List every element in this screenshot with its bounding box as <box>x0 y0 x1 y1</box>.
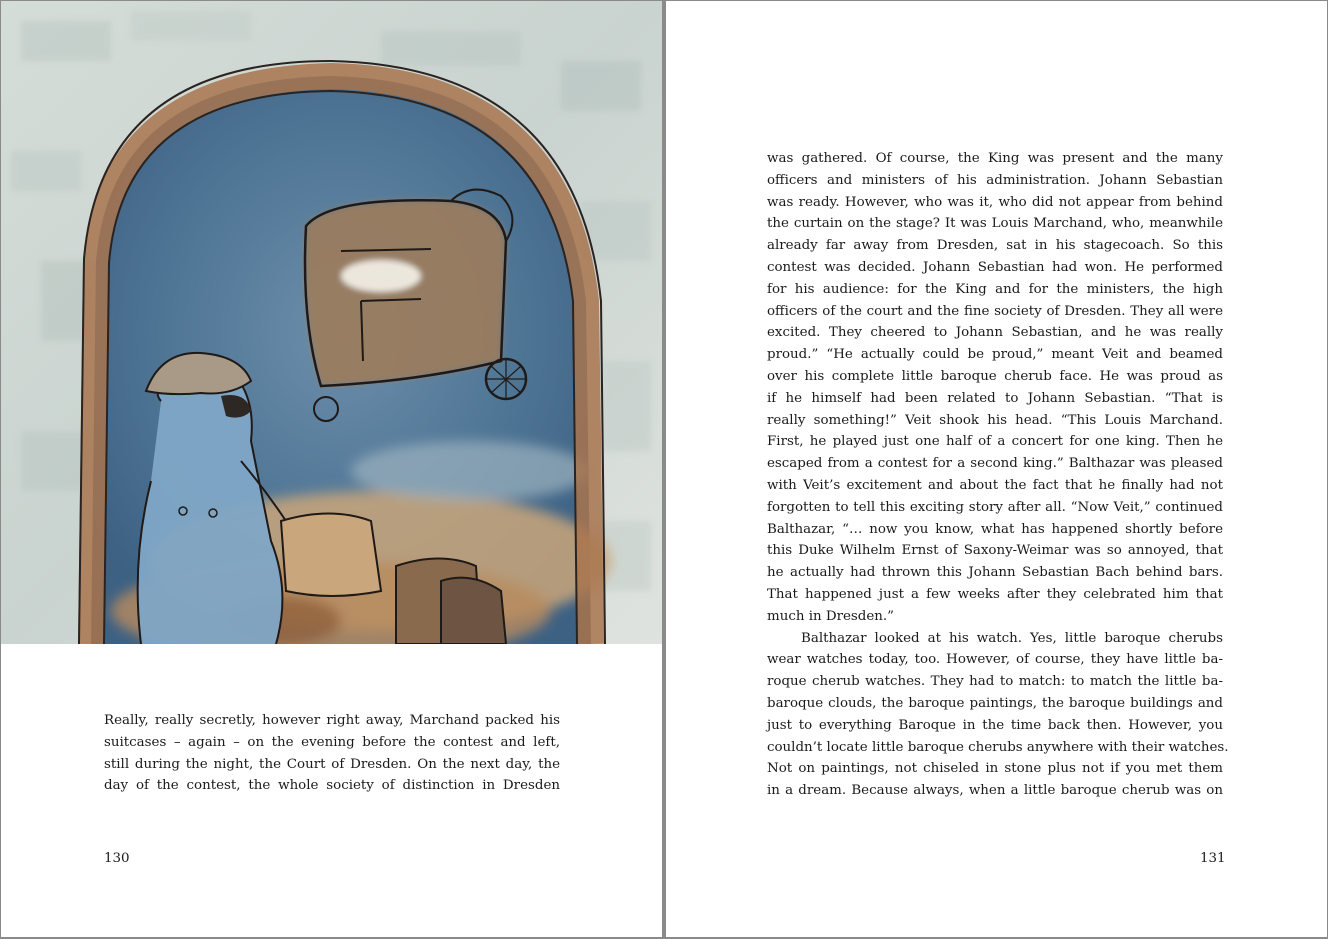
text-line: escaped from a contest for a second king.” Balthazar was pleased <box>767 456 1223 472</box>
text-line: That happened just a few weeks after they celebrated him that <box>767 586 1223 602</box>
body-text <box>104 710 560 797</box>
left-page <box>1 1 662 937</box>
page-number: 131 <box>1200 851 1226 866</box>
text-line: Balthazar, “… now you know, what has happened shortly before <box>767 521 1223 537</box>
text-line: he actually had thrown this Johann Sebastian Bach behind bars. <box>767 565 1223 581</box>
illustration-art <box>1 1 662 644</box>
text-line: suitcases – again – on the evening before the contest and left, <box>104 734 560 750</box>
text-line: forgotten to tell this exciting story after all. “Now Veit,” continued <box>767 499 1223 515</box>
text-line: First, he played just one half of a concert for one king. Then he <box>767 434 1223 450</box>
text-line: contest was decided. Johann Sebastian had won. He performed <box>767 259 1223 275</box>
text-line: Balthazar looked at his watch. Yes, little baroque cherubs <box>801 630 1223 646</box>
text-line: couldn’t locate little baroque cherubs anywhere with their watches. <box>767 739 1229 755</box>
text-line: officers of the court and the fine society of Dresden. They all were <box>767 303 1223 319</box>
text-line: was ready. However, who was it, who did not appear from behind <box>767 194 1223 210</box>
text-line: over his complete little baroque cherub face. He was proud as <box>767 368 1223 384</box>
right-page <box>666 1 1327 937</box>
text-line: if he himself had been related to Johann Sebastian. “That is <box>767 390 1223 406</box>
text-line: really something!” Veit shook his head. “This Louis Marchand. <box>767 412 1223 428</box>
text-line: already far away from Dresden, sat in his stagecoach. So this <box>767 238 1223 254</box>
text-line: Really, really secretly, however right away, Marchand packed his <box>104 713 560 728</box>
text-line: day of the contest, the whole society of distinction in Dresden <box>104 778 560 794</box>
text-line: baroque clouds, the baroque paintings, the baroque buildings and <box>767 695 1223 711</box>
text-line: wear watches today, too. However, of course, they have little ba- <box>767 652 1223 668</box>
text-line: still during the night, the Court of Dresden. On the next day, the <box>104 756 560 772</box>
text-line: Not on paintings, not chiseled in stone plus not if you met them <box>767 761 1223 777</box>
text-line: proud.” “He actually could be proud,” meant Veit and beamed <box>767 347 1223 363</box>
text-line: with Veit’s excitement and about the fact that he finally had not <box>767 477 1223 493</box>
illustration <box>1 1 662 644</box>
page-number: 130 <box>104 851 130 866</box>
text-line: roque cherub watches. They had to match: to match the little ba- <box>767 674 1223 690</box>
text-line: this Duke Wilhelm Ernst of Saxony-Weimar was so annoyed, that <box>767 543 1223 559</box>
text-line: in a dream. Because always, when a little baroque cherub was on <box>767 783 1223 799</box>
text-line: was gathered. Of course, the King was present and the many <box>767 151 1223 166</box>
text-line: officers and ministers of his administration. Johann Sebastian <box>767 172 1223 188</box>
body-text <box>767 148 1229 802</box>
text-line: much in Dresden.” <box>767 608 895 624</box>
text-line: for his audience: for the King and for the ministers, the high <box>767 281 1223 297</box>
text-line: the curtain on the stage? It was Louis Marchand, who, meanwhile <box>767 216 1223 232</box>
text-line: excited. They cheered to Johann Sebastian, and he was really <box>767 325 1223 341</box>
text-line: just to everything Baroque in the time back then. However, you <box>767 717 1223 733</box>
